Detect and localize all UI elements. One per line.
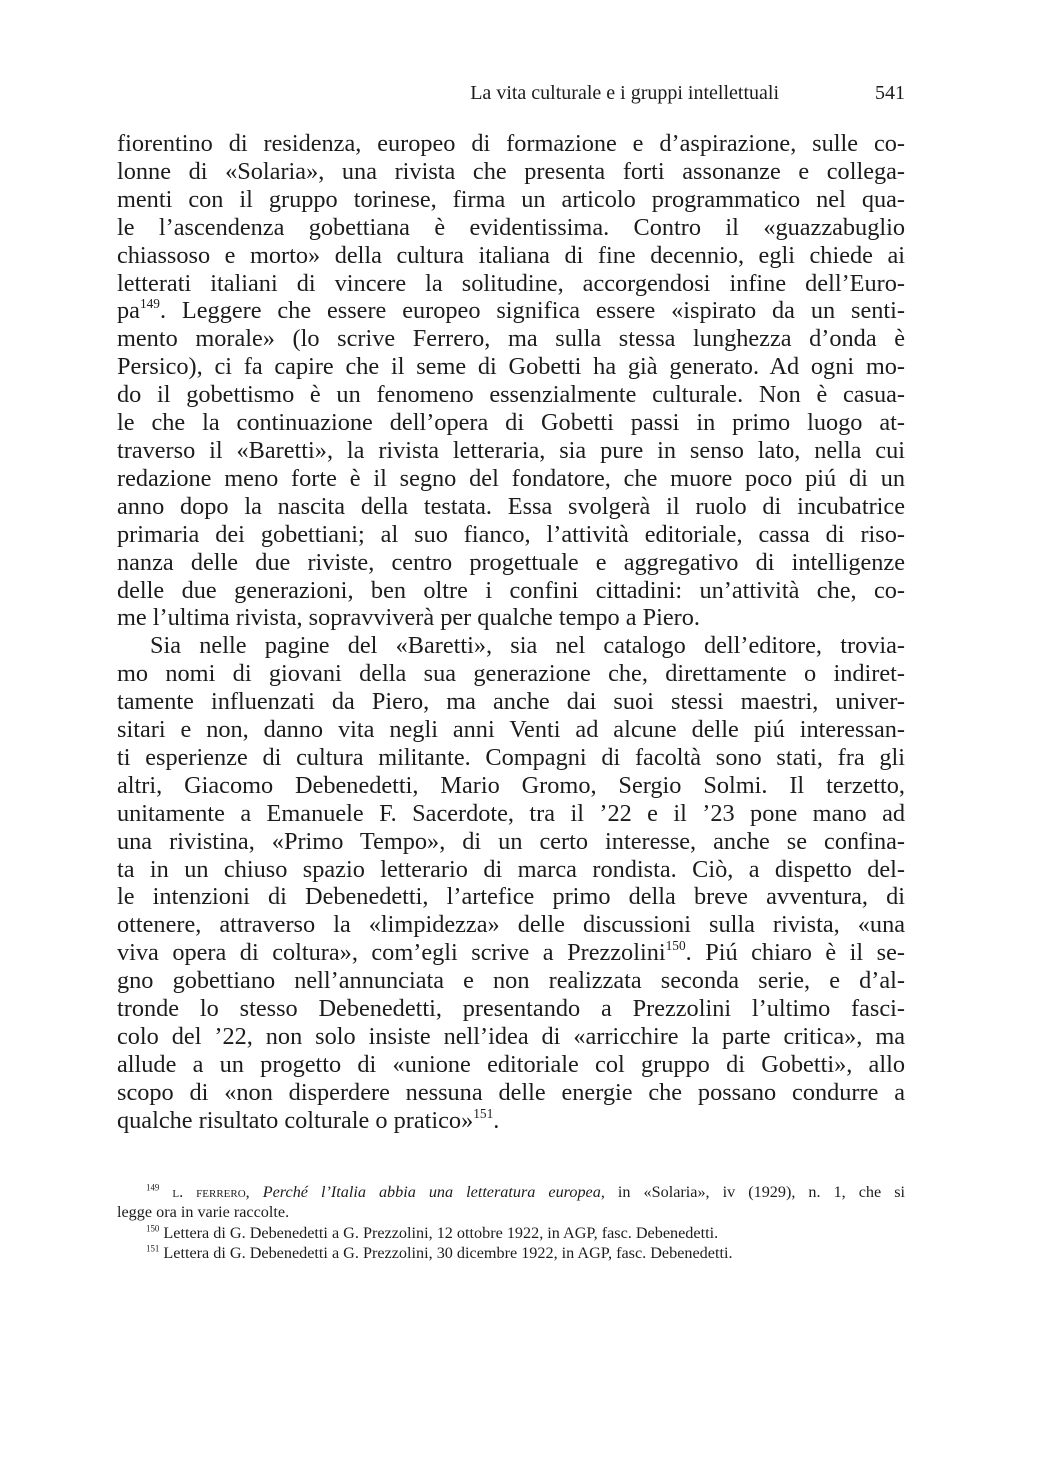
footnote-150 <box>117 1223 905 1244</box>
running-title: La vita culturale e i gruppi intellettuali <box>470 82 779 104</box>
text-line: nanza delle due riviste, centro progettuale e aggregativo di intelligenze <box>117 548 905 576</box>
text-line: una rivistina, «Primo Tempo», di un certo interesse, anche se confina- <box>117 827 905 855</box>
text-fragment: . Leggere che essere europeo significa essere «ispirato da un senti- <box>159 297 905 325</box>
text-line: le intenzioni di Debenedetti, l’artefice primo della breve avventura, di <box>117 883 905 911</box>
text-line: fiorentino di residenza, europeo di formazione e d’aspirazione, sulle co- <box>117 130 905 157</box>
text-fragment: viva opera di coltura», com’egli scrive a Prezzolini <box>117 939 666 967</box>
text-line: chiassoso e morto» della cultura italiana di fine decennio, egli chiede ai <box>117 241 905 269</box>
text-line: allude a un progetto di «unione editoriale col gruppo di Gobetti», allo <box>117 1050 905 1078</box>
text-line: traverso il «Baretti», la rivista letteraria, sia pure in senso lato, nella cui <box>117 436 905 464</box>
footnote-number: 151 <box>146 1243 160 1254</box>
text-line: mo nomi di giovani della sua generazione che, direttamente o indiret- <box>117 660 905 688</box>
text-line: redazione meno forte è il segno del fondatore, che muore poco piú di un <box>117 464 905 492</box>
text-line: ti esperienze di cultura militante. Compagni di facoltà sono stati, fra gli <box>117 743 905 771</box>
footnote-line: $^{149}$ l. ferrero, Perché l’Italia abbia una letteratura europea, in «Solaria», iv (1929), n. 1, che si <box>146 1181 906 1201</box>
text-fragment: . <box>493 1106 500 1134</box>
footnote-ref-151[interactable]: 151 <box>473 1105 494 1121</box>
text-line: Sia nelle pagine del «Baretti», sia nel catalogo dell’editore, trovia- <box>150 632 905 660</box>
text-line: sitari e non, danno vita negli anni Venti ad alcune delle piú interessan- <box>117 716 905 744</box>
text-line: scopo di «non disperdere nessuna delle energie che possano condurre a <box>117 1078 905 1106</box>
text-line: colo del ’22, non solo insiste nell’idea di «arricchire la parte critica», ma <box>117 1023 905 1050</box>
text-line <box>117 297 905 325</box>
page-number: 541 <box>875 82 905 104</box>
text-line <box>117 939 905 967</box>
text-line: gno gobettiano nell’annunciata e non realizzata seconda serie, e d’al- <box>117 967 905 995</box>
footnote-ref-149[interactable]: 149 <box>139 296 160 312</box>
page <box>117 82 905 1264</box>
footnote-text: , in «Solaria», iv (1929), n. 1, che si <box>600 1182 906 1201</box>
text-line: do il gobettismo è un fenomeno essenzialmente culturale. Non è casua- <box>117 381 905 409</box>
footnote-author: l. ferrero <box>172 1182 246 1201</box>
text-line: lonne di «Solaria», una rivista che presenta forti assonanze e collega- <box>117 157 905 185</box>
paragraph-1 <box>117 130 905 632</box>
text-line: me l’ultima rivista, sopravviverà per qualche tempo a Piero. <box>117 604 700 632</box>
footnotes <box>117 1182 905 1264</box>
text-line: anno dopo la nascita della testata. Essa svolgerà il ruolo di incubatrice <box>117 492 905 520</box>
footnote-text: Lettera di G. Debenedetti a G. Prezzolini, 12 ottobre 1922, in AGP, fasc. Debenedetti. <box>163 1223 719 1242</box>
text-line: menti con il gruppo torinese, firma un articolo programmatico nel qua- <box>117 185 905 213</box>
text-line: letterati italiani di vincere la solitudine, accorgendosi infine dell’Euro- <box>117 269 905 297</box>
text-line <box>117 1107 905 1135</box>
text-line: tronde lo stesso Debenedetti, presentando a Prezzolini l’ultimo fasci- <box>117 995 905 1023</box>
footnote-149 <box>117 1182 905 1223</box>
footnote-line: legge ora in varie raccolte. <box>117 1203 290 1222</box>
footnote-ref-150[interactable]: 150 <box>665 938 686 954</box>
text-line: unitamente a Emanuele F. Sacerdote, tra il ’22 e il ’23 pone mano ad <box>117 799 905 827</box>
footnote-151 <box>117 1243 905 1264</box>
text-line: delle due generazioni, ben oltre i confini cittadini: un’attività che, co- <box>117 576 905 604</box>
footnote-text: Lettera di G. Debenedetti a G. Prezzolini, 30 dicembre 1922, in AGP, fasc. Debenedetti. <box>163 1244 733 1263</box>
running-head <box>117 82 905 116</box>
text-fragment: pa <box>117 297 140 325</box>
text-line: altri, Giacomo Debenedetti, Mario Gromo, Sergio Solmi. Il terzetto, <box>117 771 905 799</box>
text-line: le che la continuazione dell’opera di Gobetti passi in primo luogo at- <box>117 409 905 437</box>
text-line: mento morale» (lo scrive Ferrero, ma sulla stessa lunghezza d’onda è <box>117 325 905 353</box>
footnote-line <box>117 1223 905 1244</box>
footnote-line <box>117 1243 905 1264</box>
body-text <box>117 130 905 1135</box>
text-line: tamente influenzati da Piero, ma anche dai suoi stessi maestri, univer- <box>117 688 905 716</box>
text-line: ottenere, attraverso la «limpidezza» delle discussioni sulla rivista, «una <box>117 911 905 939</box>
footnote-number: 150 <box>146 1222 160 1233</box>
text-fragment: qualche risultato colturale o pratico» <box>117 1106 474 1134</box>
text-line: Persico), ci fa capire che il seme di Gobetti ha già generato. Ad ogni mo- <box>117 353 905 381</box>
text-line: primaria dei gobettiani; al suo fianco, l’attività editoriale, cassa di riso- <box>117 520 905 548</box>
paragraph-2 <box>117 632 905 1134</box>
text-line: ta in un chiuso spazio letterario di marca rondista. Ciò, a dispetto del- <box>117 855 905 883</box>
footnote-number: 149 <box>146 1181 160 1192</box>
footnote-title: Perché l’Italia abbia una letteratura europea <box>262 1182 601 1201</box>
text-line: le l’ascendenza gobettiana è evidentissima. Contro il «guazzabuglio <box>117 213 905 241</box>
text-fragment: . Piú chiaro è il se- <box>685 939 905 967</box>
